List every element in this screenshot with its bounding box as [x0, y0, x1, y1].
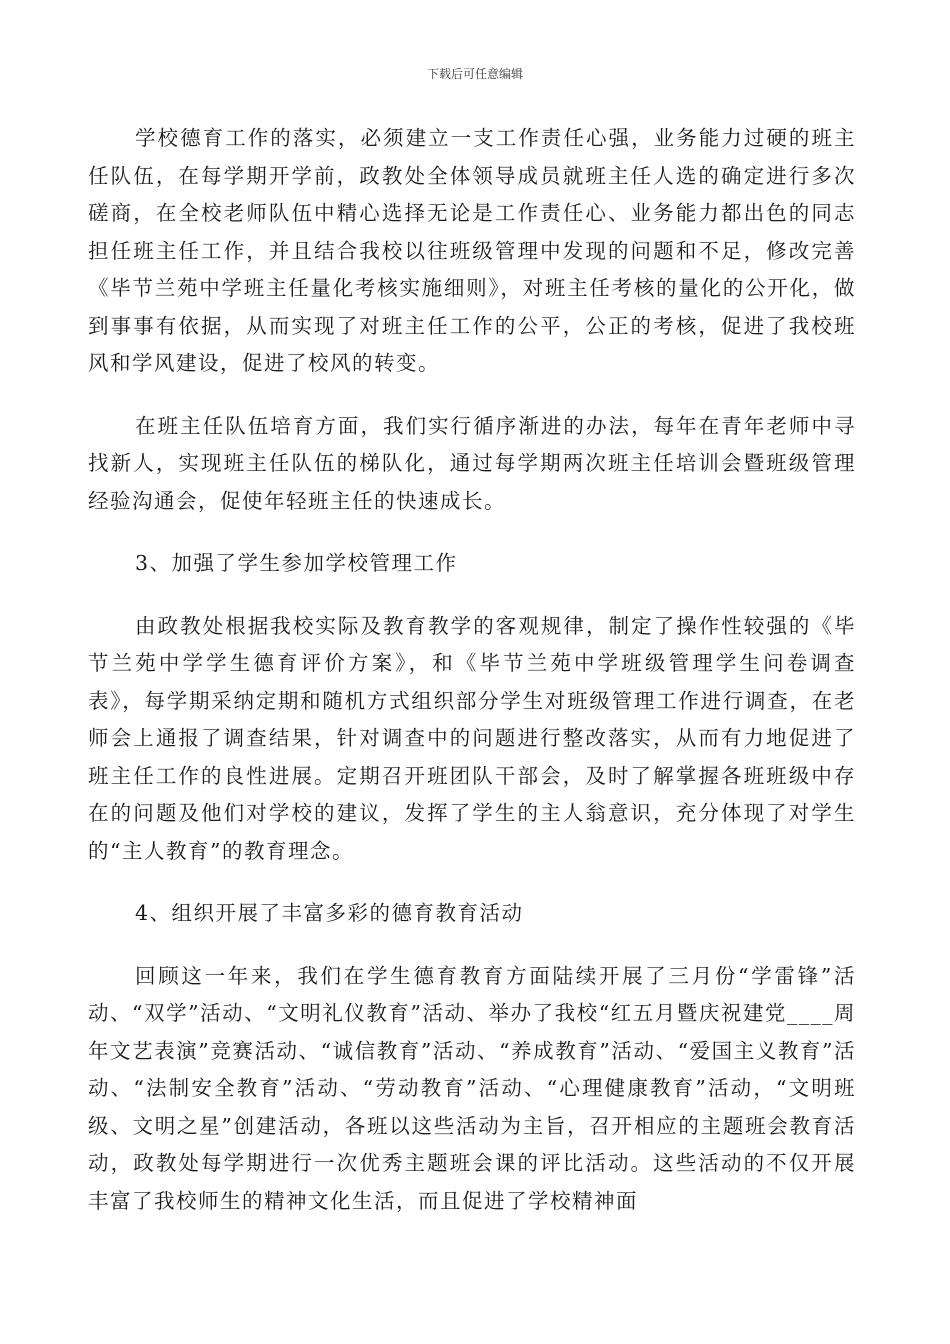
- paragraph-gap: [88, 870, 856, 895]
- paragraph-gap: [88, 583, 856, 608]
- page-header-note: 下载后可任意编辑: [426, 67, 523, 81]
- section-heading-3: 3、加强了学生参加学校管理工作: [135, 551, 458, 575]
- document-body: [88, 120, 856, 1220]
- section-heading-4: 4、组织开展了丰富多彩的德育教育活动: [135, 901, 524, 925]
- paragraph-gap: [88, 383, 856, 408]
- paragraph-gap: [88, 520, 856, 545]
- paragraph-student-participation: 由政教处根据我校实际及教育教学的客观规律，制定了操作性较强的《毕节兰苑中学学生德育评价方案》，和《毕节兰苑中学班级管理学生问卷调查表》，每学期采纳定期和随机方式组织部分学生对班级管理工作进行调查，在老师会上通报了调查结果，针对调查中的问题进行整改落实，从而有力地促进了班主任工作的良性进展。定期召开班团队干部会，及时了解掌握各班班级中存在的问题及他们对学校的建议，发挥了学生的主人翁意识，充分体现了对学生的“主人教育”的教育理念。: [88, 613, 856, 863]
- paragraph-class-teacher-team: 学校德育工作的落实，必须建立一支工作责任心强，业务能力过硬的班主任队伍，在每学期开学前，政教处全体领导成员就班主任人选的确定进行多次磋商，在全校老师队伍中精心选择无论是工作责任心、业务能力都出色的同志担任班主任工作，并且结合我校以往班级管理中发现的问题和不足，修改完善《毕节兰苑中学班主任量化考核实施细则》，对班主任考核的量化的公开化，做到事事有依据，从而实现了对班主任工作的公平，公正的考核，促进了我校班风和学风建设，促进了校风的转变。: [88, 126, 856, 375]
- paragraph-teacher-training: 在班主任队伍培育方面，我们实行循序渐进的办法，每年在青年老师中寻找新人，实现班主任队伍的梯队化，通过每学期两次班主任培训会暨班级管理经验沟通会，促使年轻班主任的快速成长。: [88, 413, 856, 513]
- paragraph-moral-activities: 回顾这一年来，我们在学生德育教育方面陆续开展了三月份“学雷锋”活动、“双学”活动、“文明礼仪教育”活动、举办了我校“红五月暨庆祝建党____周年文艺表演”竞赛活动、“诚信教育”活动、“养成教育”活动、“爱国主义教育”活动、“法制安全教育”活动、“劳动教育”活动、“心理健康教育”活动，“文明班级、文明之星”创建活动，各班以这些活动为主旨，召开相应的主题班会教育活动，政教处每学期进行一次优秀主题班会课的评比活动。这些活动的不仅开展丰富了我校师生的精神文化生活，而且促进了学校精神面: [88, 963, 856, 1213]
- paragraph-gap: [88, 933, 856, 958]
